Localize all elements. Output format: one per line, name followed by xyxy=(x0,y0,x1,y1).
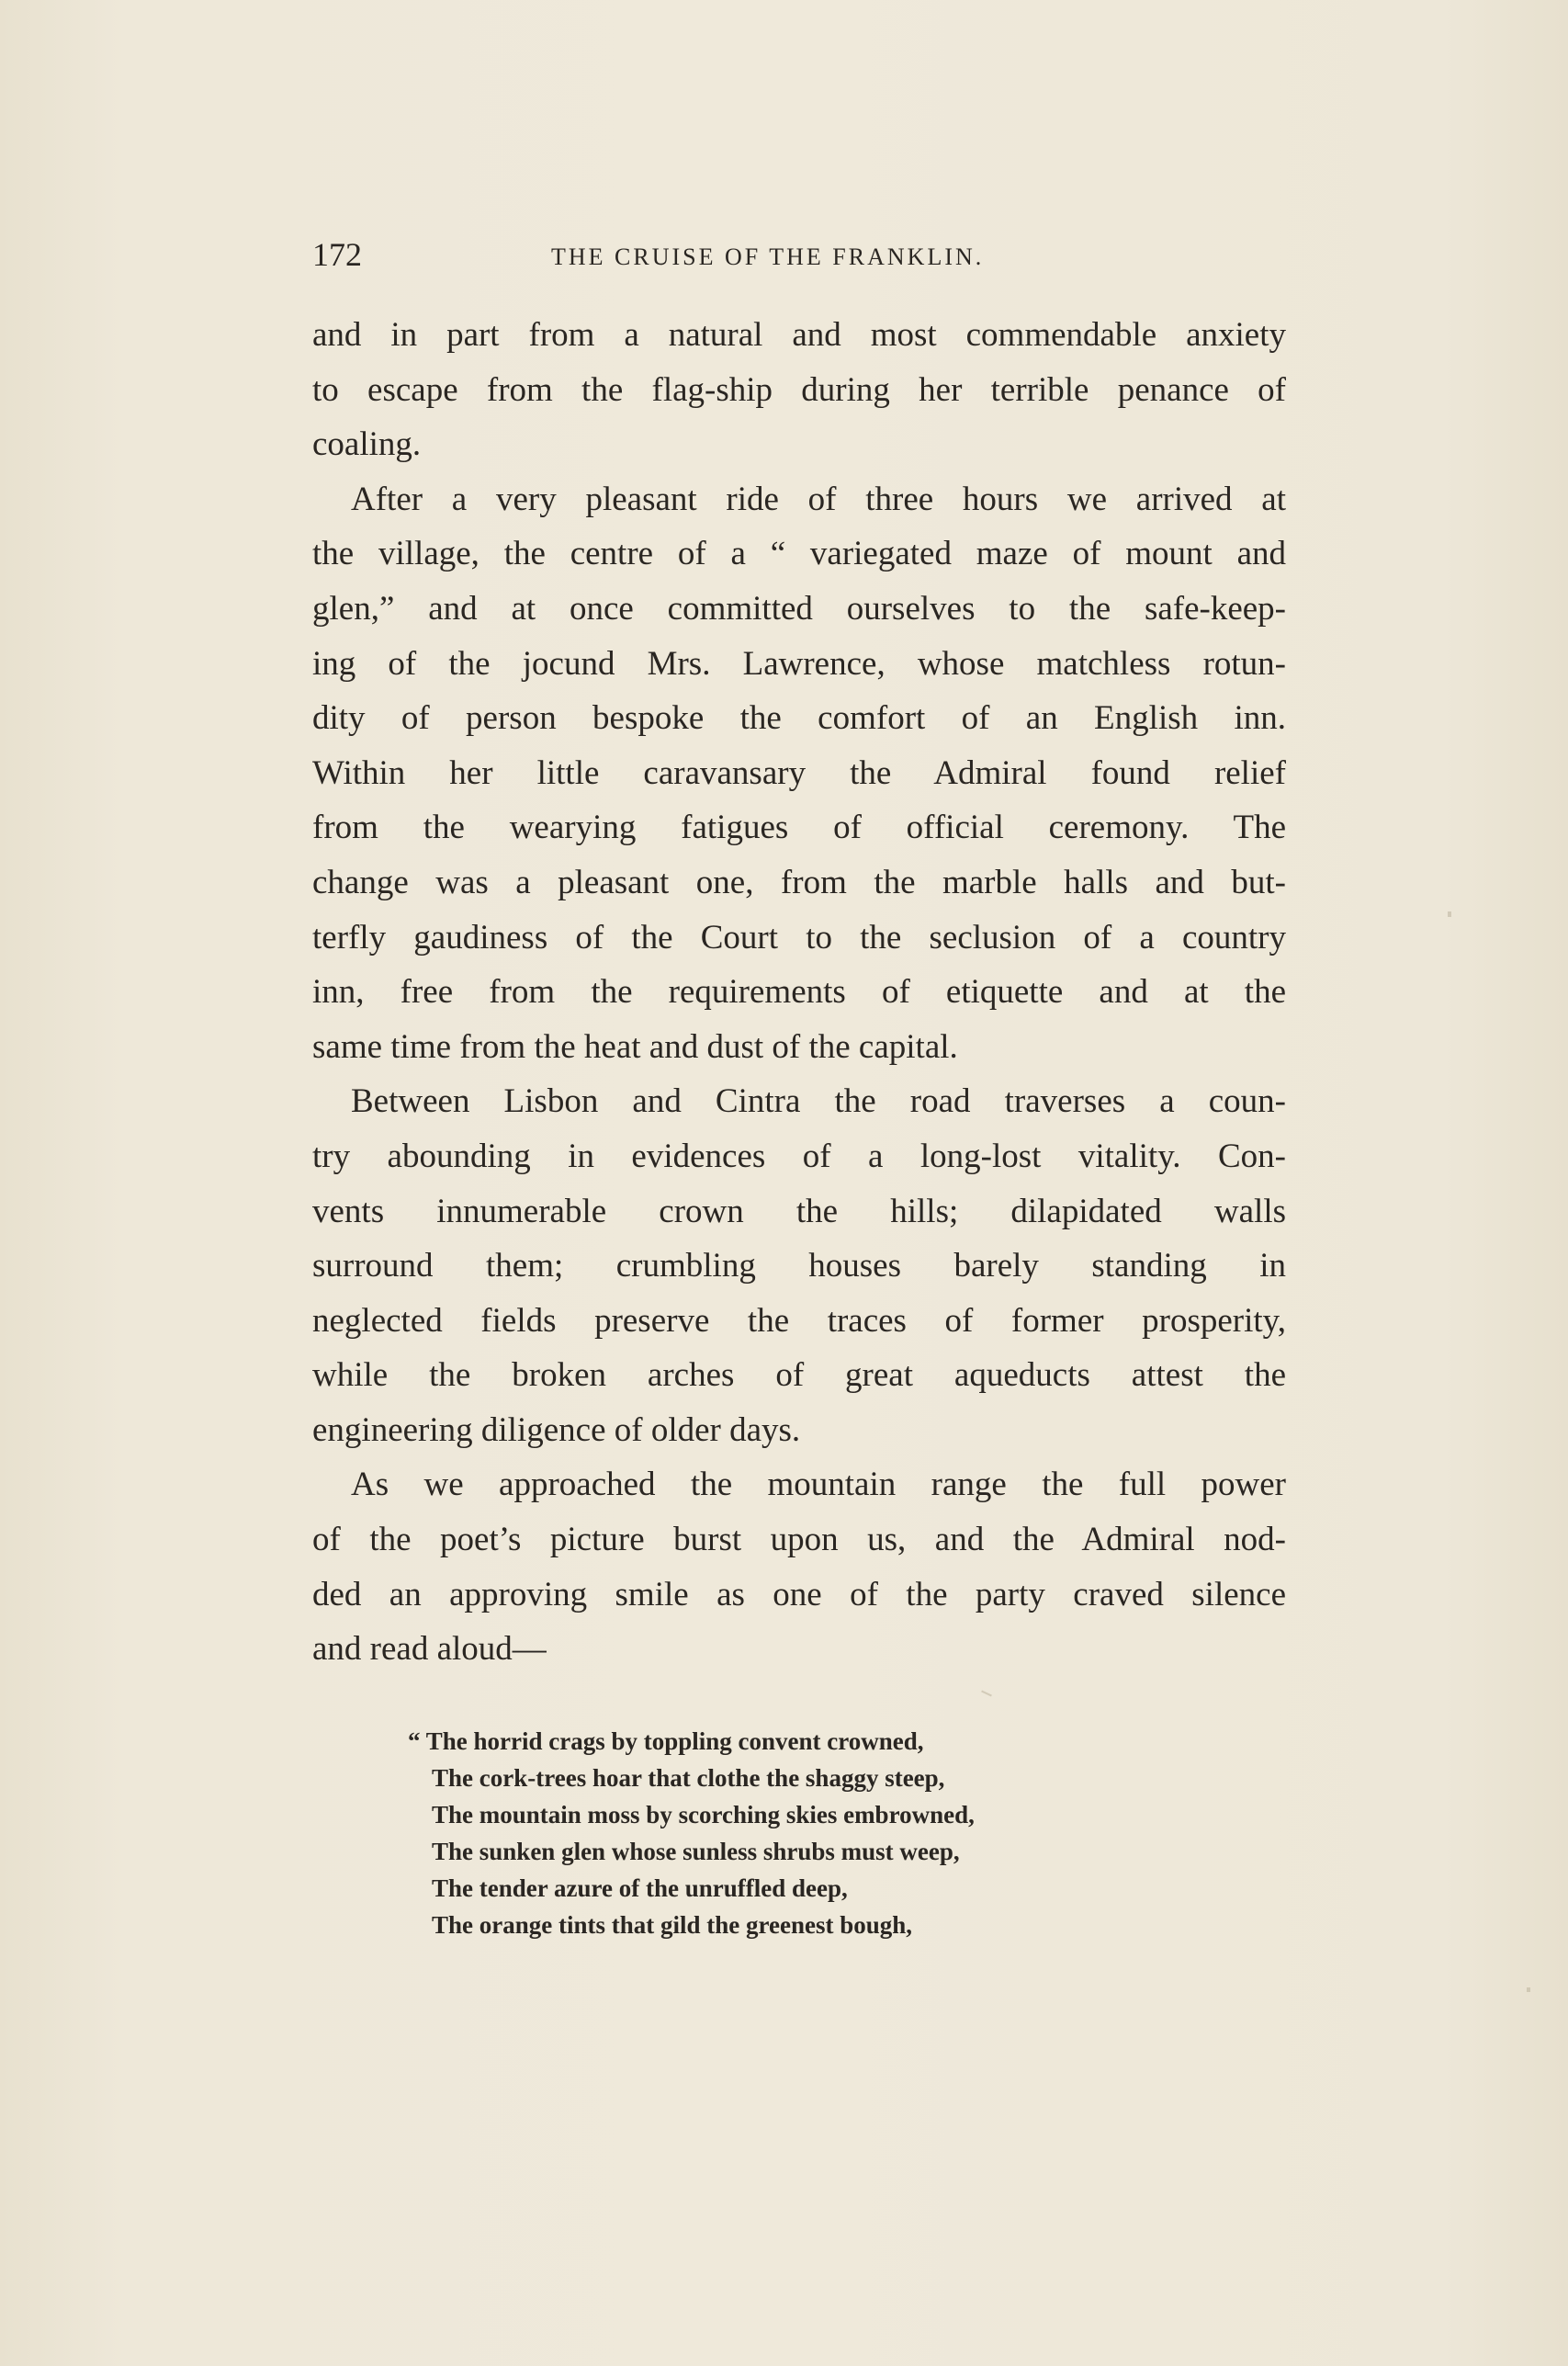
page-number: 172 xyxy=(312,236,362,273)
verse-line: “ The horrid crags by toppling convent crowned, xyxy=(408,1727,924,1755)
text-line: from the wearying fatigues of official ceremony. The xyxy=(312,809,1286,847)
verse-line: The sunken glen whose sunless shrubs must weep, xyxy=(432,1838,960,1865)
text-line: change was a pleasant one, from the marble halls and but- xyxy=(312,863,1286,901)
running-head: THE CRUISE OF THE FRANKLIN. xyxy=(551,243,985,270)
verse-line: The mountain moss by scorching skies embrowned, xyxy=(432,1801,975,1828)
page-header xyxy=(312,232,1268,277)
paper-speck xyxy=(1527,1987,1530,1992)
verse-line: The tender azure of the unruffled deep, xyxy=(432,1874,848,1902)
verse-line: The orange tints that gild the greenest bough, xyxy=(432,1911,913,1939)
text-line: ing of the jocund Mrs. Lawrence, whose matchless rotun- xyxy=(312,644,1286,683)
paper-speck xyxy=(1448,911,1451,917)
text-line: After a very pleasant ride of three hours we arrived at xyxy=(351,480,1286,518)
verse-quotation xyxy=(408,1723,1167,1943)
text-line: to escape from the flag-ship during her terrible penance of xyxy=(312,370,1286,409)
text-line: the village, the centre of a “ variegated maze of mount and xyxy=(312,535,1286,573)
text-line: glen,” and at once committed ourselves to the safe-keep- xyxy=(312,589,1286,628)
paper-speck xyxy=(981,1691,992,1697)
paragraph xyxy=(312,472,1286,1075)
text-line: As we approached the mountain range the full power xyxy=(351,1466,1286,1504)
text-line: Within her little caravansary the Admiral found relief xyxy=(312,753,1286,792)
paragraph xyxy=(312,1074,1286,1457)
text-line: terfly gaudiness of the Court to the seclusion of a country xyxy=(312,918,1286,957)
text-line: same time from the heat and dust of the capital. xyxy=(312,1027,958,1066)
text-line: vents innumerable crown the hills; dilapidated walls xyxy=(312,1192,1286,1230)
text-line: dity of person bespoke the comfort of an English inn. xyxy=(312,699,1286,738)
text-line: engineering diligence of older days. xyxy=(312,1410,801,1449)
text-line: surround them; crumbling houses barely standing in xyxy=(312,1247,1286,1285)
text-line: while the broken arches of great aqueducts attest the xyxy=(312,1356,1286,1395)
text-line: and in part from a natural and most commendable anxiety xyxy=(312,316,1286,354)
text-line: coaling. xyxy=(312,425,422,464)
text-line: Between Lisbon and Cintra the road traverses a coun- xyxy=(351,1082,1286,1121)
paragraph xyxy=(312,1457,1286,1676)
paragraph xyxy=(312,308,1286,472)
text-line: try abounding in evidences of a long-lost vitality. Con- xyxy=(312,1137,1286,1175)
body-text xyxy=(312,308,1286,1677)
text-line: of the poet’s picture burst upon us, and the Admiral nod- xyxy=(312,1521,1286,1559)
text-line: and read aloud— xyxy=(312,1630,547,1669)
text-line: neglected fields preserve the traces of former prosperity, xyxy=(312,1301,1286,1340)
text-line: ded an approving smile as one of the party craved silence xyxy=(312,1575,1286,1613)
verse-line: The cork-trees hoar that clothe the shaggy steep, xyxy=(432,1764,945,1792)
text-line: inn, free from the requirements of etiquette and at the xyxy=(312,973,1286,1012)
